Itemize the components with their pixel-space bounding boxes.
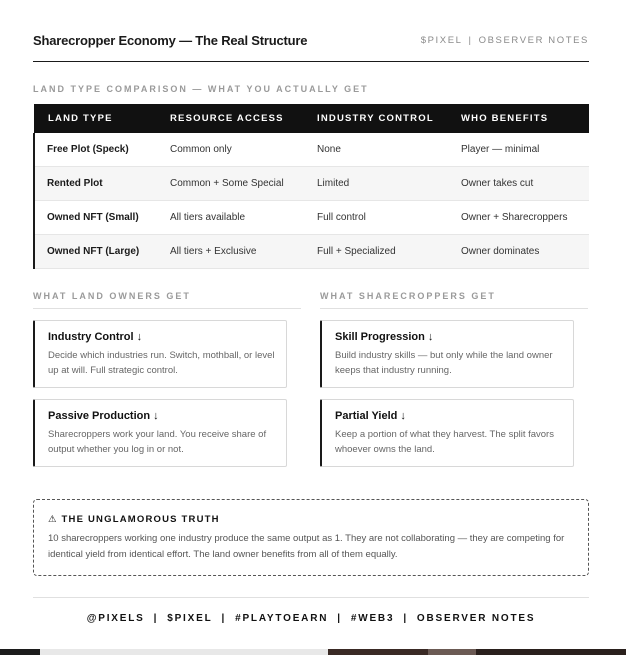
table-cell: Owner takes cut — [447, 167, 589, 201]
footer-separator: | — [337, 613, 342, 624]
table-cell: Limited — [303, 167, 447, 201]
strip-segment — [328, 649, 428, 655]
footer-tag: $PIXEL — [167, 613, 213, 624]
header-meta — [421, 35, 589, 46]
card-description: Keep a portion of what they harvest. The split favors whoever owns the land. — [335, 429, 554, 455]
footer-tag: #WEB3 — [350, 613, 395, 624]
table-cell: All tiers + Exclusive — [156, 235, 303, 269]
table-cell: None — [303, 133, 447, 167]
sharecroppers-label: WHAT SHARECROPPERS GET — [320, 291, 496, 301]
card-title: Partial Yield ↓ — [335, 410, 406, 422]
strip-segment — [428, 649, 476, 655]
land-comparison-table — [33, 104, 589, 269]
table-cell: Owner dominates — [447, 235, 589, 269]
page-title: Sharecropper Economy — The Real Structure — [33, 33, 308, 48]
strip-segment — [476, 649, 626, 655]
sharecropper-card-skill-progression — [320, 320, 574, 388]
table-header-row — [34, 104, 589, 133]
page-header — [33, 33, 589, 62]
table-row — [34, 235, 589, 269]
table-row — [34, 167, 589, 201]
footer-tag: @PIXELS — [86, 613, 145, 624]
table-cell: Player — minimal — [447, 133, 589, 167]
table-cell: Full control — [303, 201, 447, 235]
footer-tags — [33, 613, 589, 624]
table-row — [34, 133, 589, 167]
column-header: RESOURCE ACCESS — [156, 104, 303, 133]
owners-column-head — [33, 290, 301, 309]
footer — [33, 597, 589, 638]
header-tag: $PIXEL — [420, 35, 463, 46]
footer-separator: | — [221, 613, 227, 624]
owners-label: WHAT LAND OWNERS GET — [33, 291, 191, 301]
table-cell: Common + Some Special — [156, 167, 303, 201]
card-description: Sharecroppers work your land. You receive share of output whether you log in or not. — [48, 429, 267, 455]
table-cell: Owned NFT (Small) — [34, 201, 156, 235]
card-title: Industry Control ↓ — [48, 331, 143, 343]
table-cell: All tiers available — [156, 201, 303, 235]
table-cell: Common only — [156, 133, 303, 167]
footer-separator: | — [403, 613, 408, 624]
column-header: LAND TYPE — [34, 104, 156, 133]
column-header: INDUSTRY CONTROL — [303, 104, 447, 133]
card-description: Decide which industries run. Switch, mothball, or level up at will. Full strategic control. — [48, 350, 275, 376]
unglamorous-truth-callout — [33, 499, 589, 576]
header-separator: | — [468, 35, 473, 46]
table-cell: Free Plot (Speck) — [34, 133, 156, 167]
table-row — [34, 201, 589, 235]
footer-tag: #PLAYTOEARN — [235, 613, 329, 624]
callout-title: ⚠ THE UNGLAMOROUS TRUTH — [48, 514, 220, 525]
comparison-label: LAND TYPE COMPARISON — WHAT YOU ACTUALLY GET — [33, 84, 369, 94]
callout-body: 10 sharecroppers working one industry produce the same output as 1. They are not collaborating — they are competing for identical yield from identical effort. The land owner benefits from all of them equally. — [48, 533, 565, 560]
table-cell: Full + Specialized — [303, 235, 447, 269]
card-description: Build industry skills — but only while the land owner keeps that industry running. — [335, 350, 553, 376]
table-cell: Owned NFT (Large) — [34, 235, 156, 269]
bottom-color-strip — [0, 649, 626, 655]
owner-card-industry-control — [33, 320, 287, 388]
footer-tag: OBSERVER NOTES — [416, 613, 536, 624]
table-cell: Owner + Sharecroppers — [447, 201, 589, 235]
card-title: Passive Production ↓ — [48, 410, 159, 422]
strip-segment — [40, 649, 328, 655]
sharecroppers-column-head — [320, 290, 588, 309]
sharecropper-card-partial-yield — [320, 399, 574, 467]
table-cell: Rented Plot — [34, 167, 156, 201]
strip-segment — [0, 649, 40, 655]
owner-card-passive-production — [33, 399, 287, 467]
card-title: Skill Progression ↓ — [335, 331, 434, 343]
header-source: OBSERVER NOTES — [478, 35, 589, 46]
column-header: WHO BENEFITS — [447, 104, 589, 133]
footer-separator: | — [153, 613, 159, 624]
